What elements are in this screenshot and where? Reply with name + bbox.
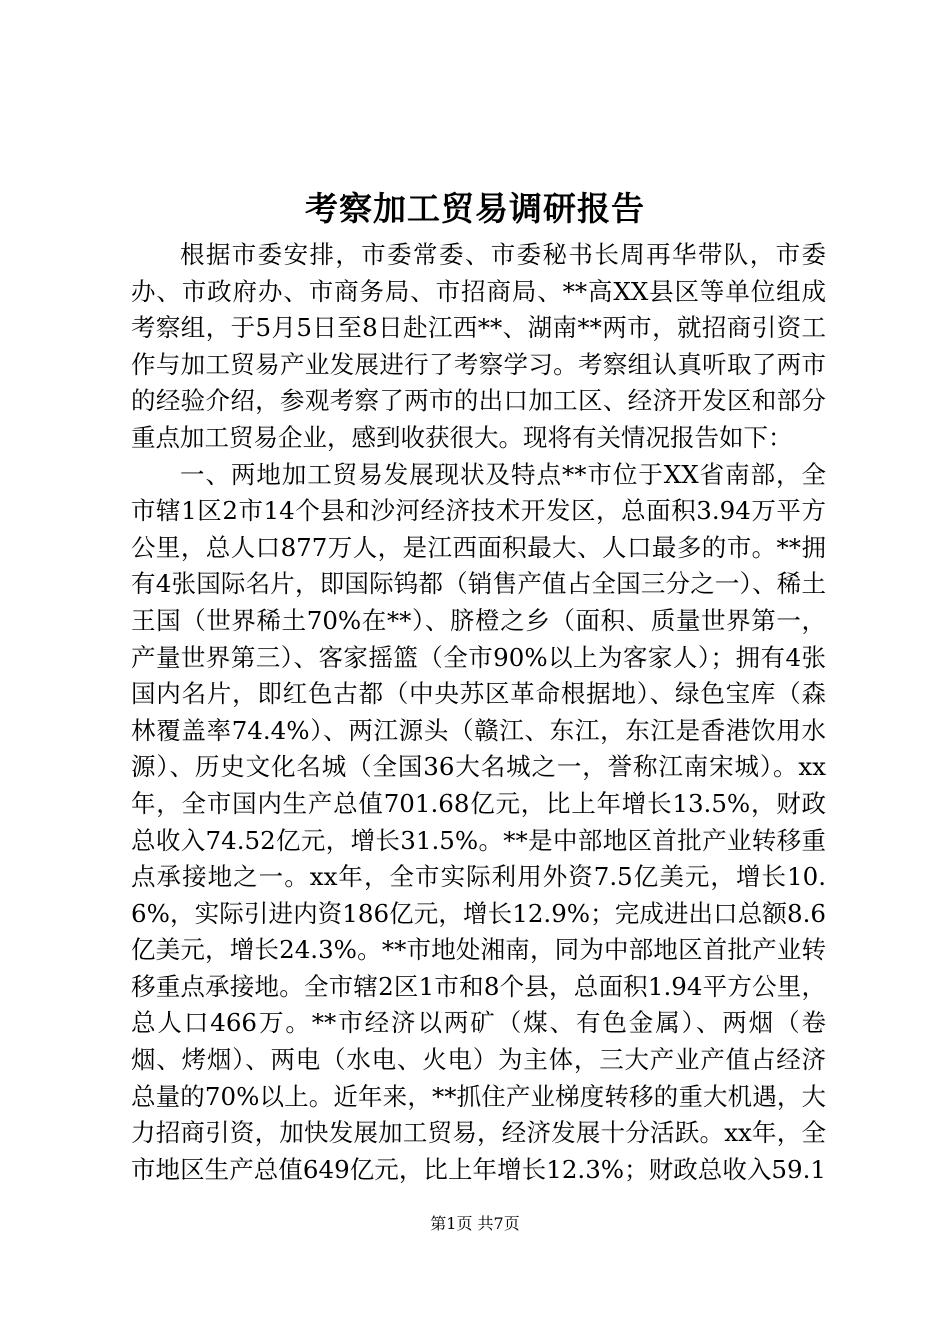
document-title: 考察加工贸易调研报告	[305, 189, 645, 228]
paragraph-section-one: 一、两地加工贸易发展现状及特点**市位于XX省南部，全市辖1区2市14个县和沙河经济技术开发区，总面积3.94万平方公里，总人口877万人，是江西面积最大、人口最多的市。**拥有4张国际名片，即国际钨都（销售产值占全国三分之一）、稀土王国（世界稀土70%在**）、脐橙之乡（面积、质量世界第一，产量世界第三）、客家摇篮（全市90%以上为客家人）；拥有4张国内名片，即红色古都（中央苏区革命根据地）、绿色宝库（森林覆盖率74.4%）、两江源头（赣江、东江，东江是香港饮用水源）、历史文化名城（全国36大名城之一，誉称江南宋城）。xx年，全市国内生产总值701.68亿元，比上年增长13.5%，财政总收入74.52亿元，增长31.5%。**是中部地区首批产业转移重点承接地之一。xx年，全市实际利用外资7.5亿美元，增长10.6%，实际引进内资186亿元，增长12.9%；完成进出口总额8.6亿美元，增长24.3%。**市地处湘南，同为中部地区首批产业转移重点承接地。全市辖2区1市和8个县，总面积1.94平方公里，总人口466万。**市经济以两矿（煤、有色金属）、两烟（卷烟、烤烟）、两电（水电、火电）为主体，三大产业产值占经济总量的70%以上。近年来，**抓住产业梯度转移的重大机遇，大力招商引资，加快发展加工贸易，经济发展十分活跃。xx年，全市地区生产总值649亿元，比上年增长12.3%；财政总收入59.1	[131, 459, 826, 1184]
paragraph-intro: 根据市委安排，市委常委、市委秘书长周再华带队，市委办、市政府办、市商务局、市招商局、**高XX县区等单位组成考察组，于5月5日至8日赴江西**、湖南**两市，就招商引资工作与加工贸易产业发展进行了考察学习。考察组认真听取了两市的经验介绍，参观考察了两市的出口加工区、经济开发区和部分重点加工贸易企业，感到收获很大。现将有关情况报告如下：	[131, 240, 826, 452]
document-body	[131, 237, 826, 1187]
page-number-footer: 第1页 共7页	[430, 1214, 520, 1233]
